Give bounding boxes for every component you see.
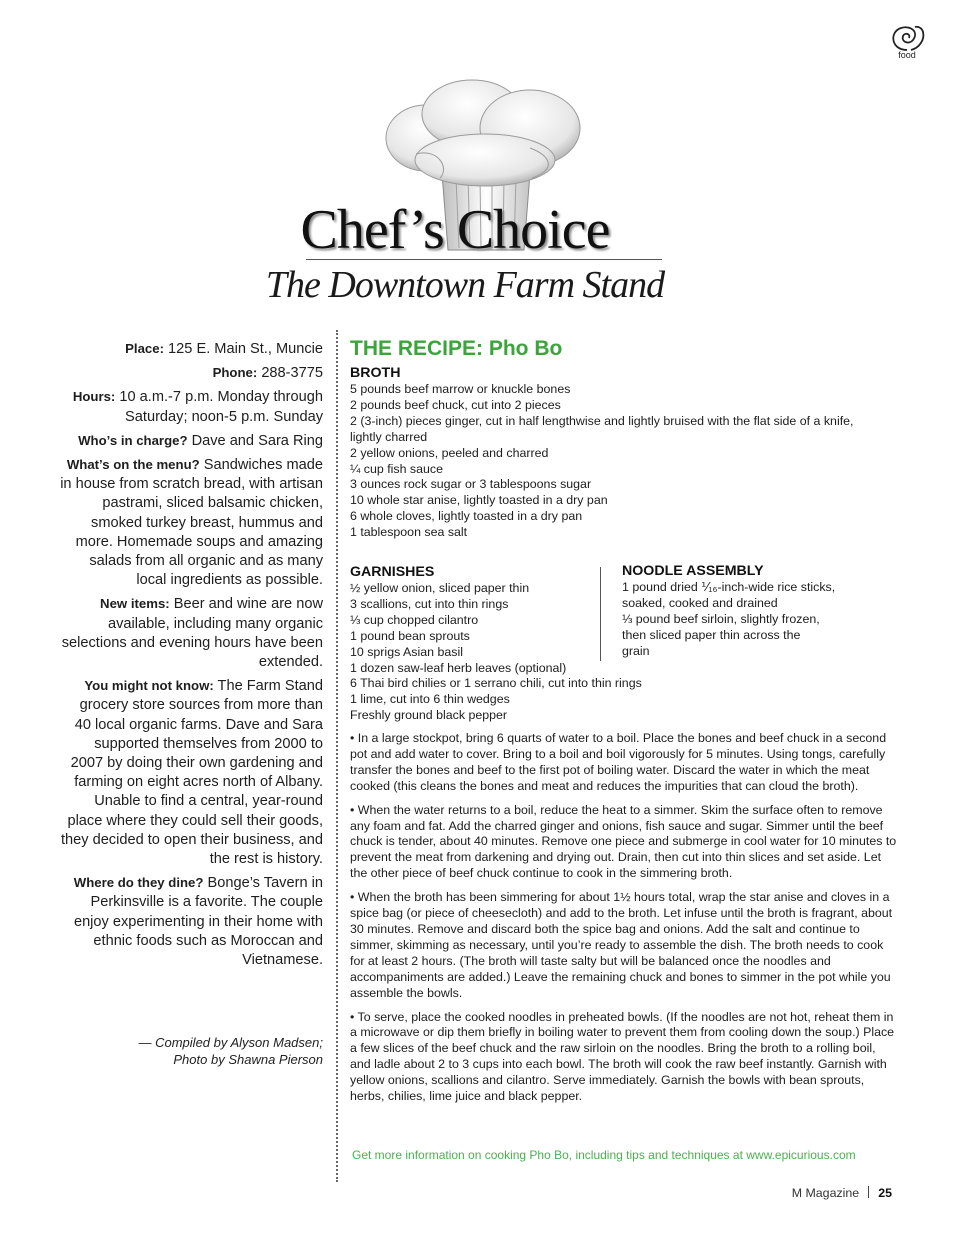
column-divider — [336, 330, 338, 1182]
recipe-steps — [350, 731, 898, 1113]
ingredient: Freshly ground black pepper — [350, 708, 508, 723]
fact-value: Bonge’s Tavern in Perkinsville is a favorite. The couple enjoy experimenting in their home with ethnic foods such as Moroccan and Vietnamese. — [73, 875, 323, 969]
footer-separator — [868, 1186, 869, 1198]
fact-value: Beer and wine are now available, including many organic selections and evening hours have been extended. — [61, 596, 323, 671]
title-rule — [306, 259, 662, 260]
fact-phone — [60, 363, 323, 383]
garnishes-heading: GARNISHES — [350, 564, 435, 580]
recipe-step: • In a large stockpot, bring 6 quarts of water to a boil. Place the bones and beef chuck in a second pot and add water to cover. Bring to a boil and boil vigorously for 5 minutes. Using tongs, carefully transfer the bones and beef to the first pot of boiling water. Discard the water in which the meat cooked (this cleans the bones and meat and reduces the impurities that can cloud the broth). — [350, 731, 887, 793]
ingredient: 1 dozen saw-leaf herb leaves (optional) — [350, 660, 567, 675]
publication-name: M Magazine — [791, 1186, 860, 1200]
ingredient: 10 sprigs Asian basil — [350, 644, 463, 659]
ingredient: ½ yellow onion, sliced paper thin — [350, 581, 530, 595]
fact-value: 288-3775 — [257, 365, 323, 382]
fact-value: 10 a.m.-7 p.m. Monday through Saturday; noon-5 p.m. Sunday — [115, 389, 323, 425]
page-subtitle: The Downtown Farm Stand — [265, 264, 665, 306]
fact-value: The Farm Stand grocery store sources from more than 40 local organic farms. Dave and Sara supported themselves from 2000 to 2007 by doing their own gardening and farming on eight acres north of Albany. Unable to find a central, year-round place where they could sell their goods, they decided to open their business, and the rest is history. — [60, 678, 323, 868]
ingredient: ¼ cup fish sauce — [350, 461, 443, 476]
fact-label: Phone: — [212, 365, 258, 381]
fact-label: You might not know: — [84, 678, 214, 694]
ingredient: 1 lime, cut into 6 thin wedges — [350, 692, 510, 707]
fact-label: What’s on the menu? — [66, 457, 200, 473]
ingredient: grain — [622, 643, 650, 658]
fact-dine — [60, 873, 323, 970]
fact-value: Dave and Sara Ring — [187, 432, 323, 449]
recipe-step: • When the water returns to a boil, reduce the heat to a simmer. Skim the surface often to remove any foam and fat. Add the charred ginger and onions, fish sauce and sugar. Simmer until the beef chuck is tender, about 40 minutes. Remove one piece and submerge in cool water for 10 minutes to prevent the meat from darkening and drying out. Drain, then cut into thin slices and set aside. Let the other piece of beef chuck continue to cook in the simmering broth. — [350, 802, 897, 881]
fact-label: Place: — [125, 341, 164, 356]
page-number: 25 — [878, 1186, 892, 1200]
ingredient: 5 pounds beef marrow or knuckle bones — [350, 382, 571, 396]
recipe-step: • When the broth has been simmering for about 1½ hours total, wrap the star anise and cloves in a spice bag (or piece of cheesecloth) and add to the broth. Let infuse until the broth is fragrant, about 30 minutes. Remove and discard both the spice bag and onions. Add the salt and continue to simmer, skimming as necessary, until you’re ready to assemble the dish. The broth needs to cook for at least 2 hours. (The broth will taste salty but will be balanced once the noodles and accompaniments are added.) Leave the remaining chuck and bones to simmer in the pot while you assemble the bowls. — [350, 890, 893, 1000]
fact-menu — [60, 455, 323, 590]
sidebar-facts — [60, 339, 323, 974]
section-label: food — [898, 50, 916, 60]
photo-credit — [100, 1034, 323, 1068]
ingredient: 10 whole star anise, lightly toasted in a dry pan — [350, 493, 608, 508]
section-logo — [884, 22, 930, 64]
ingredient: 6 whole cloves, lightly toasted in a dry pan — [350, 509, 583, 524]
noodle-divider — [600, 567, 601, 661]
fact-label: Hours: — [72, 389, 116, 405]
noodle-assembly-list — [622, 580, 882, 660]
recipe-step: • To serve, place the cooked noodles in preheated bowls. (If the noodles are not hot, reheat them in a microwave or dip them briefly in boiling water to prevent them from cooling down the soup.) Place a few slices of the beef chuck and the raw sirloin on the noodles. Bring the broth to a rolling boil, and ladle about 2 to 3 cups into each bowl. The broth will cook the raw beef instantly. Garnish with yellow onions, scallions and cilantro. Serve immediately. Garnish the bowls with bean sprouts, herbs, chilies, lime juice and black pepper. — [350, 1009, 895, 1104]
ingredient: 2 pounds beef chuck, cut into 2 pieces — [350, 397, 561, 412]
ingredient: 2 (3-inch) pieces ginger, cut in half lengthwise and lightly bruised with the flat side of a knife, — [350, 413, 854, 428]
ingredient: 1 tablespoon sea salt — [350, 525, 468, 540]
ingredient: 1 pound bean sprouts — [350, 628, 470, 643]
ingredient: 3 ounces rock sugar or 3 tablespoons sugar — [350, 477, 592, 492]
ingredient: ⅓ pound beef sirloin, slightly frozen, — [622, 611, 820, 626]
fact-label: Who’s in charge? — [78, 432, 188, 448]
fact-value: 125 E. Main St., Muncie — [164, 341, 323, 357]
fact-label: New items: — [100, 596, 170, 612]
credit-compiled: — Compiled by Alyson Madsen; — [138, 1035, 323, 1050]
page-title: Chef’s Choice — [300, 199, 610, 261]
ingredient: lightly charred — [350, 429, 428, 444]
ingredient: ⅓ cup chopped cilantro — [350, 612, 479, 627]
fact-value: Sandwiches made in house from scratch bread, with artisan pastrami, sliced balsamic chicken, smoked turkey breast, hummus and more. Homemade soups and amazing salads from all organic and as many local ingredients as possible. — [60, 457, 323, 589]
fact-place — [60, 339, 323, 359]
ingredient: 2 yellow onions, peeled and charred — [350, 445, 549, 460]
page-footer — [720, 1185, 892, 1201]
ingredient: soaked, cooked and drained — [622, 595, 778, 610]
broth-heading: BROTH — [350, 365, 401, 381]
more-info-link[interactable]: Get more information on cooking Pho Bo, including tips and techniques at www.epicurious.com — [352, 1148, 856, 1162]
fact-new-items — [60, 594, 323, 672]
broth-ingredient-list — [350, 382, 920, 541]
ingredient: 1 pound dried ⅟₁₆-inch-wide rice sticks, — [622, 580, 836, 594]
fact-might-not-know — [60, 676, 323, 869]
noodle-assembly-heading: NOODLE ASSEMBLY — [622, 563, 764, 579]
ingredient: 6 Thai bird chilies or 1 serrano chili, cut into thin rings — [350, 676, 642, 691]
fact-in-charge — [60, 431, 323, 451]
ingredient: then sliced paper thin across the — [622, 627, 801, 642]
ingredient: 3 scallions, cut into thin rings — [350, 596, 509, 611]
fact-hours — [60, 387, 323, 426]
credit-photo: Photo by Shawna Pierson — [173, 1052, 323, 1067]
recipe-title: THE RECIPE: Pho Bo — [350, 337, 563, 360]
fact-label: Where do they dine? — [73, 875, 204, 891]
